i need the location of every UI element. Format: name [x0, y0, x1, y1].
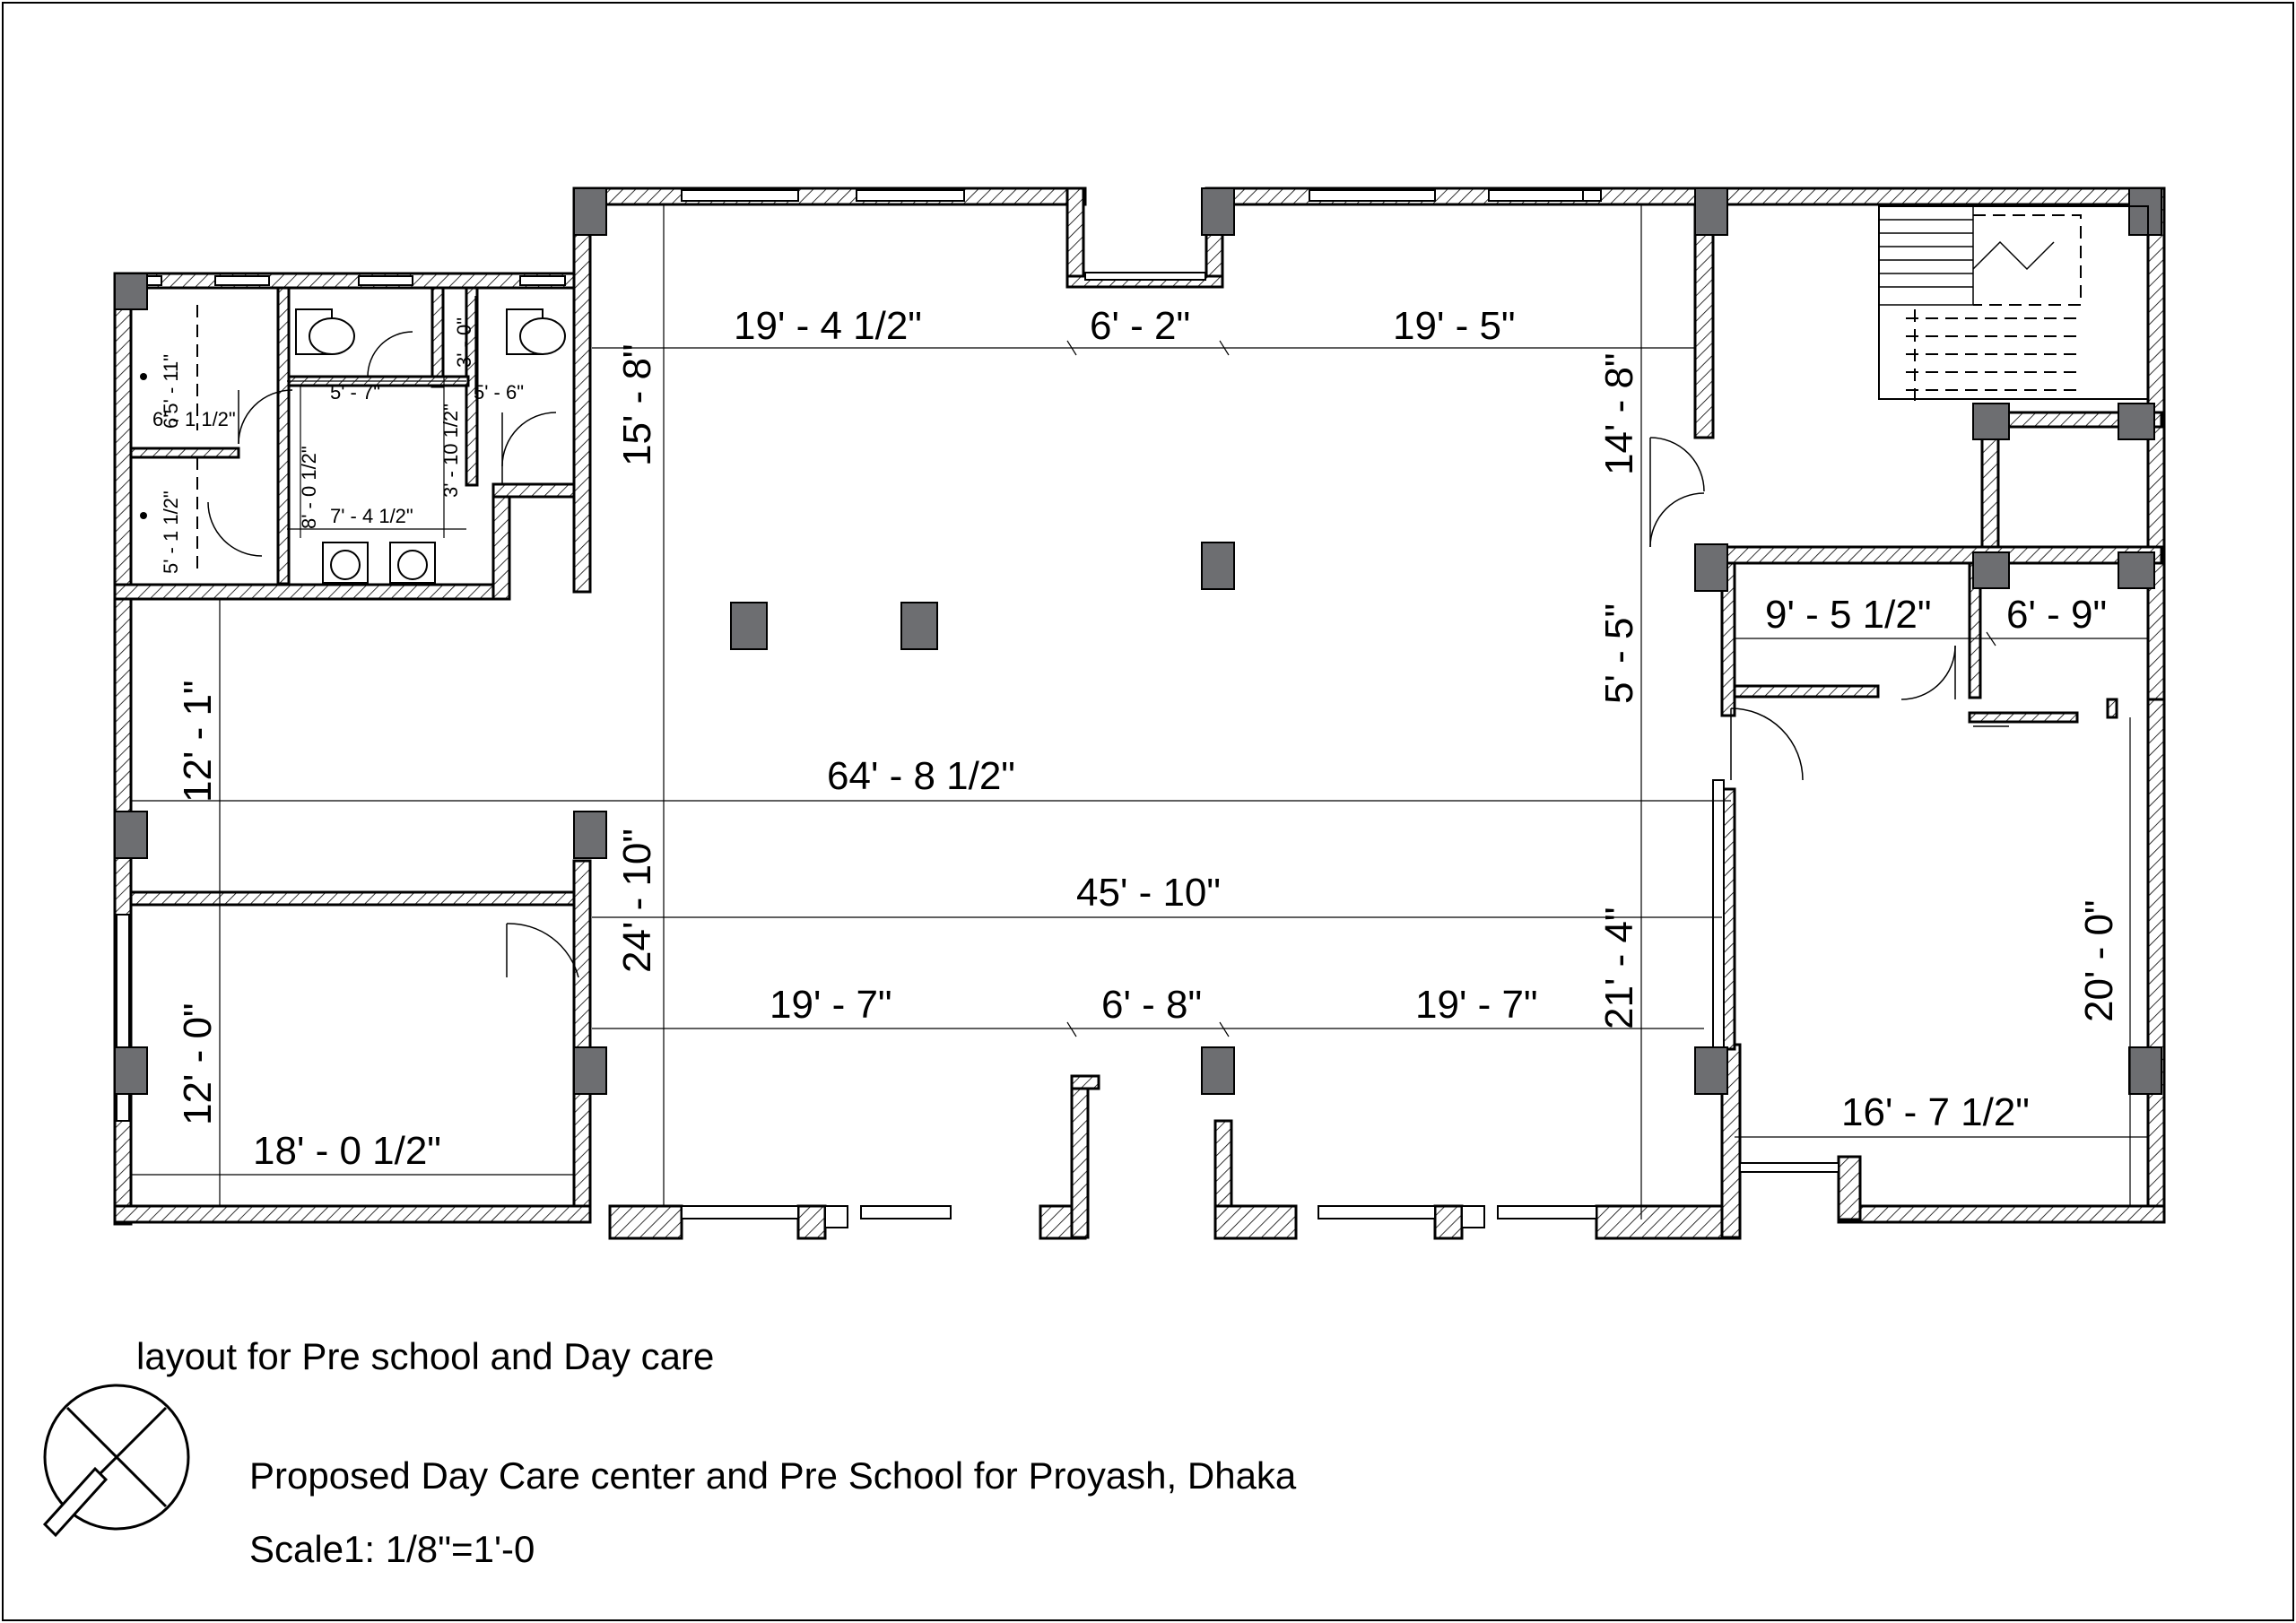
dim-right-small-right: 6' - 9": [2006, 593, 2108, 637]
dim-bottom-mid-span: 6' - 8": [1101, 983, 1203, 1027]
dim-hall-width-full: 64' - 8 1/2": [827, 754, 1015, 798]
dim-toilet-d-width: 5' - 6": [474, 381, 525, 404]
dimension-labels: [152, 304, 2121, 1173]
dim-toilet-b-height: 5' - 1 1/2": [160, 490, 182, 574]
staircase: [1879, 206, 2148, 404]
dim-right-room-height-top: 14' - 8": [1597, 352, 1641, 475]
dim-hall-width-inner: 45' - 10": [1076, 871, 1222, 915]
dim-right-room-width: 16' - 7 1/2": [1841, 1090, 2030, 1134]
dim-left-room-height-bottom: 12' - 0": [176, 1002, 220, 1125]
dim-left-room-height-top: 12' - 1": [176, 680, 220, 803]
dim-wash-width: 7' - 4 1/2": [330, 505, 413, 527]
north-arrow-icon: [45, 1385, 188, 1535]
dim-wash-height: 8' - 0 1/2": [298, 446, 320, 529]
dim-hall-height-top: 15' - 8": [615, 343, 659, 466]
dim-top-left-span: 19' - 4 1/2": [734, 304, 922, 348]
dim-right-small-left: 9' - 5 1/2": [1765, 593, 1932, 637]
scale-label: Scale1: 1/8"=1'-0: [249, 1528, 535, 1570]
windows: [117, 190, 1839, 1228]
sheet-border: [3, 3, 2293, 1620]
title-block: [136, 1335, 1297, 1570]
dim-bottom-left-span: 19' - 7": [770, 983, 892, 1027]
dim-top-right-span: 19' - 5": [1393, 304, 1516, 348]
dim-left-room-width: 18' - 0 1/2": [253, 1129, 441, 1173]
dim-hall-height-bottom: 24' - 10": [615, 828, 659, 973]
dim-right-room-height: 20' - 0": [2077, 899, 2121, 1022]
dim-top-mid-span: 6' - 2": [1090, 304, 1191, 348]
dim-toilet-a-width: 6' - 1 1/2": [152, 408, 236, 430]
dim-toilet-d-height: 3' - 0": [453, 317, 475, 368]
project-title: Proposed Day Care center and Pre School for Proyash, Dhaka: [249, 1454, 1297, 1497]
dim-right-room-height-bottom: 21' - 4": [1597, 907, 1641, 1029]
dim-toilet-a-height: 6'5' - 11": [160, 353, 182, 429]
dim-right-corridor-height: 5' - 5": [1597, 603, 1641, 704]
dim-bottom-right-span: 19' - 7": [1415, 983, 1538, 1027]
dim-toilet-c-width: 5' - 7": [330, 381, 381, 404]
layout-label: layout for Pre school and Day care: [136, 1335, 715, 1377]
dim-toilet-e-height: 3' - 10 1/2": [439, 404, 462, 498]
